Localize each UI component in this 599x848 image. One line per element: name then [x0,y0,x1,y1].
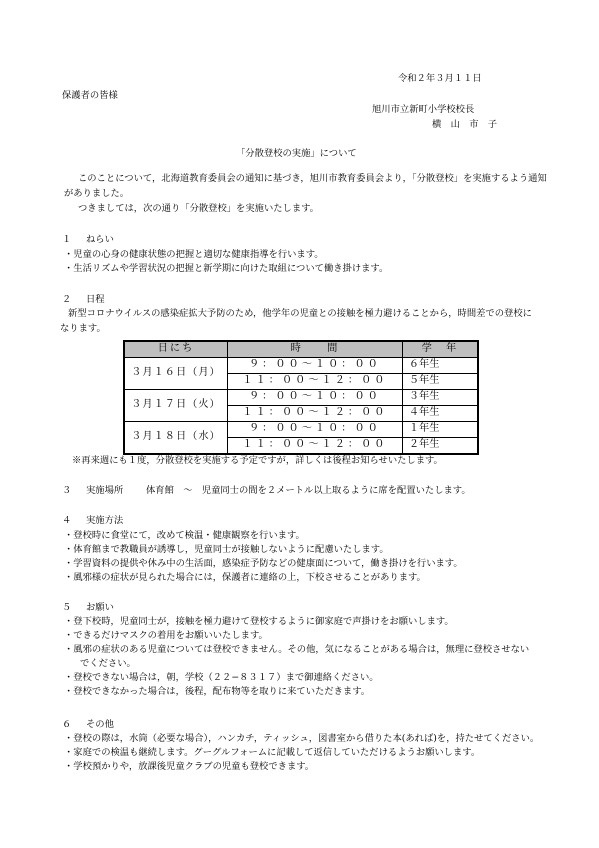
list-item: ・家庭での検温も継続します。グーグルフォームに記載して返信していただけるようお願いします。 [64,746,481,758]
cell-grade: ２年生 [402,437,478,454]
section-1-list [64,248,554,276]
section-4-heading [62,514,123,527]
cell-time: ９：００〜１０：００ [228,421,403,437]
section-2-heading [62,293,105,306]
cell-day: ３月１８日（水） [124,421,228,454]
list-item-text: ・風邪の症状のある児童については登校できません。その他，気になることがある場合は，無理に登校させない [64,643,530,655]
list-item: ・登校できなかった場合は，後程，配布物等を取りに来ていただきます。 [64,685,371,697]
section-3-title: 実施場所 [86,485,124,496]
table-row [124,389,478,405]
table-row [124,421,478,437]
list-item: ・学習資料の提供や休み中の生活面，感染症予防などの健康面について，働き掛けを行います。 [64,557,463,569]
cell-time: １１：００〜１２：００ [228,437,403,454]
list-item: ・登校時に食堂にて，改めて検温・健康観察を行います。 [64,530,305,541]
table-header-row [124,341,478,357]
header-time: 時 間 [228,341,403,357]
section-6-list [64,732,554,774]
schedule-table [123,340,479,455]
list-item [64,643,554,671]
cell-grade: ５年生 [402,373,478,389]
cell-time: １１：００〜１２：００ [228,373,403,389]
section-6-heading [62,718,114,731]
section-2-title: 日程 [86,294,105,305]
section-2-text-1: 新型コロナウイルスの感染症拡大予防のため，他学年の児童との接触を極力避けることから，時間差での登校に [68,308,532,319]
section-2-number: ２ [62,294,72,305]
cell-time: ９：００〜１０：００ [228,357,403,373]
section-5-list [64,615,554,699]
list-item: ・体育館まで教職員が誘導し，児童同士が接触しないように配慮いたします。 [64,543,389,555]
section-1-title: ねらい [86,234,114,245]
intro-line-1: このことについて，北海道教育委員会の通知に基づき，旭川市教育委員会より，「分散登校」を実施するよう通知 [78,173,547,184]
section-1-heading [62,233,114,246]
section-5-heading [62,601,114,614]
header-date: 日にち [124,341,228,357]
list-item: ・登下校時，児童同士が，接触を極力避けて登校するように御家庭で声掛けをお願いします。 [64,616,454,627]
section-1-number: １ [62,234,72,245]
cell-grade: ６年生 [402,357,478,373]
list-item-continuation: でください。 [80,657,136,669]
intro-line-3: つきましては，次の通り「分散登校」を実施いたします。 [78,203,319,214]
intro-line-2: がありました。 [64,188,130,199]
section-6-title: その他 [86,719,114,730]
list-item: ・児童の心身の健康状態の把握と適切な健康指導を行います。 [64,249,324,260]
cell-day: ３月１６日（月） [124,357,228,389]
section-3-number: ３ [62,485,72,496]
section-3-text: 体育館 〜 児童同士の間を２メートル以上取るように席を配置いたします。 [146,485,471,496]
list-item: ・生活リズムや学習状況の把握と新学期に向けた取組について働き掛けます。 [64,262,389,274]
header-grade: 学 年 [402,341,478,357]
section-3-heading [62,484,471,497]
section-5-number: ５ [62,602,72,613]
list-item: ・登校できない場合は，朝，学校（２２−８３１７）まで御連絡ください。 [64,671,379,683]
section-2-text-2: なります。 [60,323,106,334]
list-item: ・学校預かりや，放課後児童クラブの児童も登校できます。 [64,760,315,772]
cell-grade: ３年生 [402,389,478,405]
list-item: ・登校の際は，水筒（必要な場合），ハンカチ，ティッシュ，図書室から借りた本(あれば)を，持たせてください。 [64,733,540,744]
table-row [124,357,478,373]
sender-org: 旭川市立新町小学校校長 [372,104,475,115]
section-4-list [64,529,554,585]
list-item: ・風邪様の症状が見られた場合には，保護者に連絡の上，下校させることがあります。 [64,571,426,583]
list-item: ・できるだけマスクの着用をお願いいたします。 [64,629,268,641]
schedule-note: ※再来週にも１度，分散登校を実施する予定ですが，詳しくは後程お知らせいたします。 [72,455,443,466]
section-4-number: ４ [62,515,72,526]
cell-grade: ４年生 [402,405,478,421]
recipient: 保護者の皆様 [62,90,118,101]
section-6-number: ６ [62,719,72,730]
document-date: 令和２年３月１１日 [398,73,482,84]
cell-time: １１：００〜１２：００ [228,405,403,421]
section-4-title: 実施方法 [86,515,124,526]
section-5-title: お願い [86,602,114,613]
sender-name: 横 山 市 子 [432,119,498,130]
cell-grade: １年生 [402,421,478,437]
cell-day: ３月１７日（火） [124,389,228,421]
document-title: 「分散登校の実施」について [236,148,357,159]
cell-time: ９：００〜１０：００ [228,389,403,405]
